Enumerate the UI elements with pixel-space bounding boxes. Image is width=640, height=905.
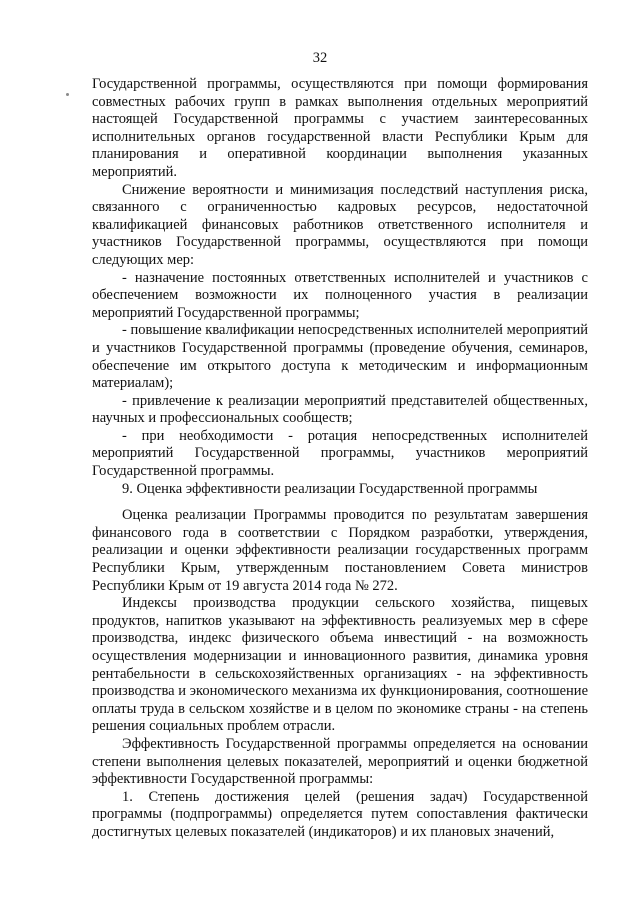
list-item-measure: - привлечение к реализации мероприятий представителей общественных, научных и профессиональных сообществ; <box>92 392 588 427</box>
list-item-measure: - при необходимости - ротация непосредственных исполнителей мероприятий Государственной программы, участников мероприятий Государственной программы. <box>92 427 588 480</box>
paragraph-continuation: Государственной программы, осуществляются при помощи формирования совместных рабочих групп в рамках выполнения отдельных мероприятий настоящей Государственной программы с участием заинтересованных исполнительных органов государственной власти Республики Крым для планирования и оперативной координации выполнения указанных мероприятий. <box>92 76 588 180</box>
paragraph-indices: Индексы производства продукции сельского хозяйства, пищевых продуктов, напитков указывают на эффективность реализуемых мер в сфере производства, индекс физического объема инвестиций - на возможность осуществления модернизации и инновационного развития, динамика уровня рентабельности в сельскохозяйственных организациях - на эффективность производства и экономического механизма их функционирования, соотношение оплаты труда в сельском хозяйстве и в целом по экономике страны - на степень решения социальных проблем отрасли. <box>92 595 588 735</box>
document-body <box>92 76 588 842</box>
margin-dot <box>66 93 69 96</box>
paragraph-efficiency: Эффективность Государственной программы определяется на основании степени выполнения целевых показателей, мероприятий и оценки бюджетной эффективности Государственной программы: <box>92 735 588 788</box>
list-item-measure: - назначение постоянных ответственных исполнителей и участников с обеспечением возможности их полноценного участия в реализации мероприятий Государственной программы; <box>92 269 588 321</box>
paragraph-goal-achievement: 1. Степень достижения целей (решения задач) Государственной программы (подпрограммы) определяется путем сопоставления фактически достигнутых целевых показателей (индикаторов) и их плановых значений, <box>92 788 588 840</box>
list-item-measure: - повышение квалификации непосредственных исполнителей мероприятий и участников Государственной программы (проведение обучения, семинаров, обеспечение им открытого доступа к методическим и информационным материалам); <box>92 322 588 392</box>
section-heading: 9. Оценка эффективности реализации Государственной программы <box>122 480 538 497</box>
paragraph-evaluation: Оценка реализации Программы проводится по результатам завершения финансового года в соответствии с Порядком разработки, утверждения, реализации и оценки эффективности реализации государственных программ Республики Крым, утвержденным постановлением Совета министров Республики Крым от 19 августа 2014 года № 272. <box>92 507 588 594</box>
page-number: 32 <box>312 50 328 66</box>
paragraph-risk-reduction: Снижение вероятности и минимизация последствий наступления риска, связанного с ограниченностью кадровых ресурсов, недостаточной квалификацией финансовых работников ответственного исполнителя и участников Государственной программы, осуществляются при помощи следующих мер: <box>92 181 588 268</box>
